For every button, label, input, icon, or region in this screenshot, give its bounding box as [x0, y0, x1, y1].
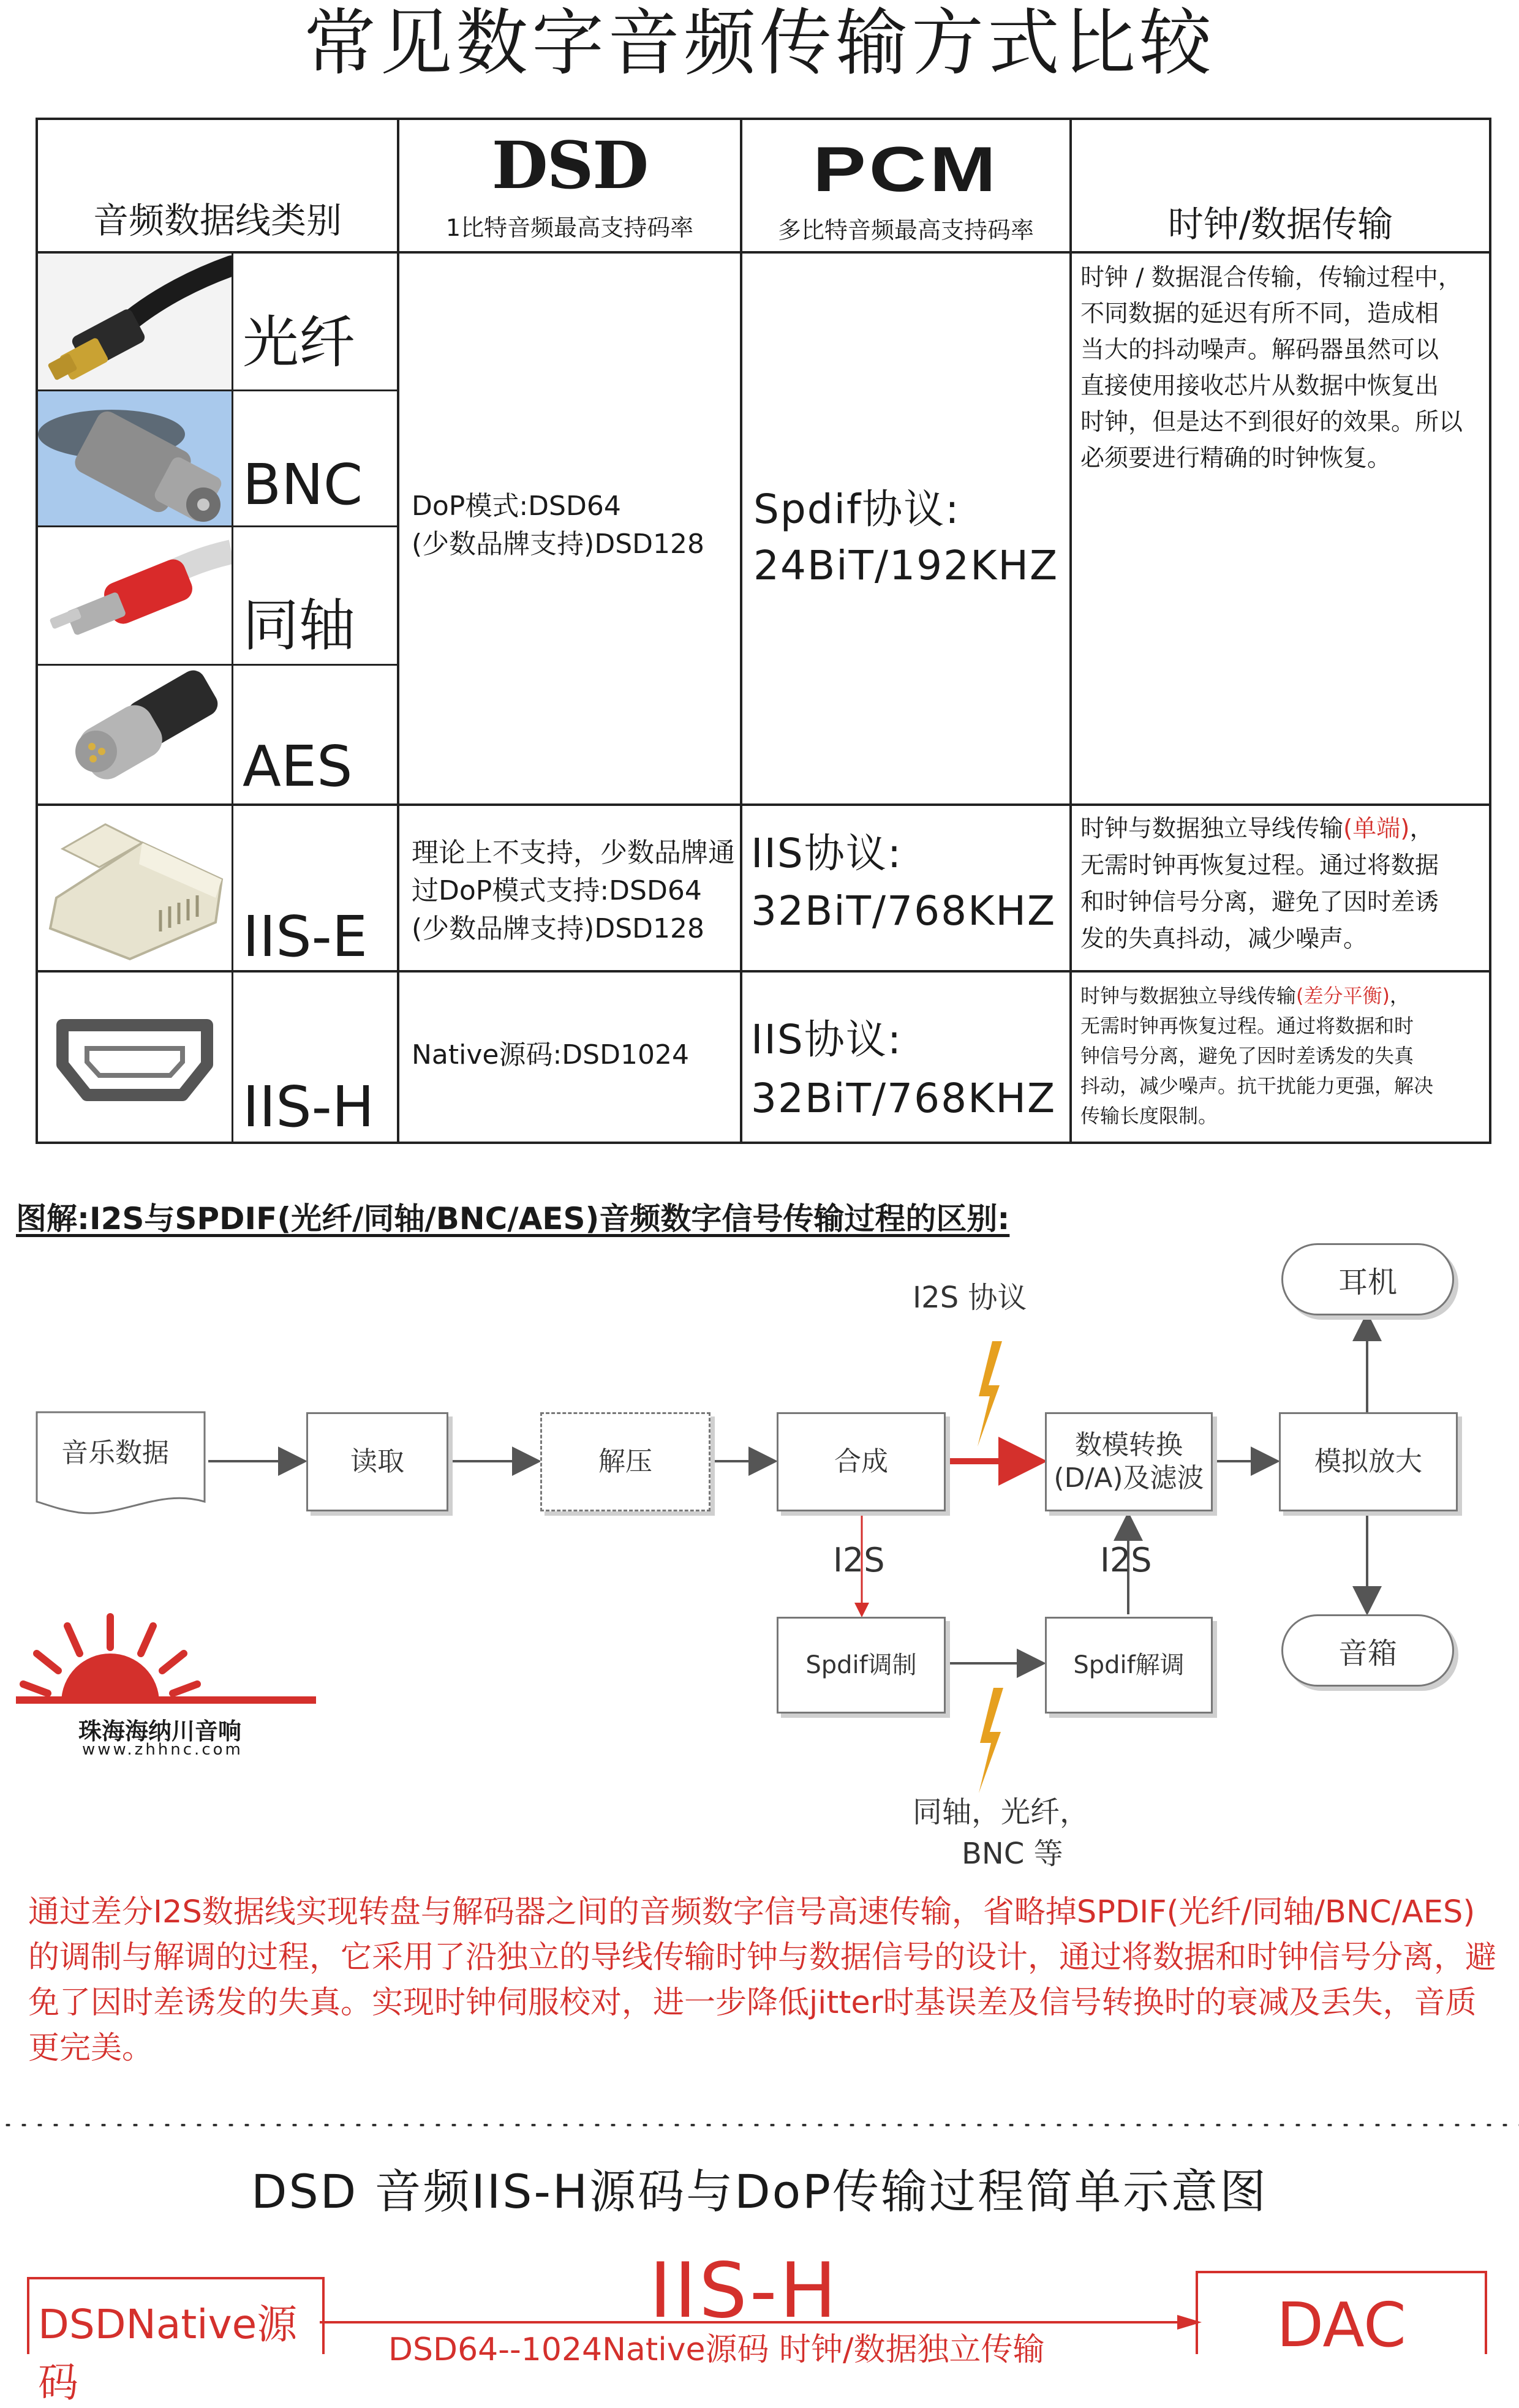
iise-connector-image: [38, 806, 232, 970]
spdif-clock-line2: 不同数据的延迟有所不同，造成相: [1080, 300, 1439, 328]
diagram-heading: 图解:I2S与SPDIF(光纤/同轴/BNC/AES)音频数字信号传输过程的区别:: [16, 1201, 1010, 1236]
iish-pcm-line2: 32BiT/768KHZ: [751, 1075, 1057, 1122]
bnc-etc-label: BNC 等: [962, 1837, 1063, 1871]
dac-label: DAC: [1276, 2289, 1406, 2361]
iise-clock-line4: 发的失真抖动，减少噪声。: [1080, 925, 1368, 953]
iish-link-label: IIS-H: [649, 2247, 839, 2335]
dop-section-title: DSD 音频IIS-H源码与DoP传输过程简单示意图: [251, 2164, 1268, 2219]
iish-dsd-line1: Native源码:DSD1024: [412, 1039, 689, 1070]
dotted-divider: [0, 2124, 1519, 2126]
optical-cable-image: [38, 254, 232, 389]
spdif-modulation-box: Spdif调制: [777, 1617, 946, 1714]
dsd-native-source-box: [27, 2277, 325, 2406]
spdif-demodulation-box: Spdif解调: [1045, 1617, 1213, 1714]
header-pcm-sub: 多比特音频最高支持码率: [777, 217, 1034, 244]
dac-line2: (D/A)及滤波: [1054, 1462, 1204, 1494]
i2s-protocol-label: I2S 协议: [913, 1281, 1027, 1315]
iise-dsd-line2: 过DoP模式支持:DSD64: [412, 875, 702, 906]
iise-pcm-line2: 32BiT/768KHZ: [751, 887, 1057, 935]
synthesize-box: 合成: [777, 1412, 946, 1511]
brand-url: www.zhhnc.com: [82, 1740, 243, 1759]
coax-cable-image: [38, 527, 232, 664]
iish-clock-line1: 时钟与数据独立导线传输(差分平衡)，: [1080, 984, 1410, 1007]
bnc-connector-image: [38, 391, 232, 525]
cable-optical-label: 光纤: [243, 310, 356, 375]
cable-iish-label: IIS-H: [243, 1074, 375, 1140]
iish-clock-line4: 抖动，减少噪声。抗干扰能力更强，解决: [1080, 1074, 1434, 1097]
iish-clock-line3: 钟信号分离，避免了因时差诱发的失真: [1080, 1044, 1414, 1067]
speaker-pill: 音箱: [1281, 1614, 1454, 1687]
iise-pcm-line1: IIS协议:: [751, 830, 903, 877]
decompress-box: 解压: [540, 1412, 710, 1511]
spdif-clock-line5: 时钟，但是达不到很好的效果。所以: [1080, 408, 1463, 436]
cable-aes-label: AES: [243, 734, 353, 799]
page-title: 常见数字音频传输方式比较: [303, 1, 1215, 85]
aes-connector-image: [38, 666, 232, 803]
dac-filter-box: [1045, 1412, 1213, 1511]
spdif-clock-line3: 当大的抖动噪声。解码器虽然可以: [1080, 336, 1439, 364]
pcm-logo: PCM: [813, 134, 999, 205]
cable-iise-label: IIS-E: [243, 904, 368, 969]
iise-clock-line1: 时钟与数据独立导线传输(单端)，: [1080, 815, 1434, 843]
brand-name: 珠海海纳川音响: [78, 1718, 242, 1745]
iise-clock-line2: 无需时钟再恢复过程。通过将数据: [1080, 852, 1439, 879]
header-cable-type: 音频数据线类别: [92, 200, 342, 241]
iish-pcm-line1: IIS协议:: [751, 1016, 903, 1063]
iish-clock-line2: 无需时钟再恢复过程。通过将数据和时: [1080, 1014, 1414, 1037]
iise-dsd-line3: (少数品牌支持)DSD128: [412, 913, 705, 944]
lightning-spdif-icon: [979, 1688, 1003, 1793]
iise-dsd-line1: 理论上不支持，少数品牌通: [412, 837, 735, 868]
brand-logo-icon: [16, 1617, 316, 1704]
iish-hdmi-icon: [38, 973, 232, 1142]
dac-line1: 数模转换: [1075, 1429, 1183, 1461]
spdif-clock-line6: 必须要进行精确的时钟恢复。: [1080, 445, 1392, 472]
spdif-pcm-line2: 24BiT/192KHZ: [753, 542, 1059, 589]
spdif-dsd-line2: (少数品牌支持)DSD128: [412, 529, 705, 560]
cable-bnc-label: BNC: [243, 452, 363, 517]
i2s-right-label: I2S: [1100, 1541, 1152, 1579]
cable-coax-label: 同轴: [243, 593, 356, 658]
read-box: 读取: [306, 1412, 448, 1511]
spdif-clock-line4: 直接使用接收芯片从数据中恢复出: [1080, 372, 1439, 400]
spdif-pcm-line1: Spdif协议:: [753, 486, 960, 533]
earphone-pill: 耳机: [1281, 1243, 1454, 1315]
i2s-left-label: I2S: [833, 1541, 885, 1579]
header-dsd-sub: 1比特音频最高支持码率: [445, 214, 694, 241]
iish-clock-line5: 传输长度限制。: [1080, 1104, 1218, 1127]
header-clock: 时钟/数据传输: [1167, 203, 1393, 245]
spdif-dsd-line1: DoP模式:DSD64: [412, 491, 621, 522]
spdif-clock-line1: 时钟 / 数据混合传输，传输过程中，: [1080, 264, 1462, 292]
iish-link-desc: DSD64--1024Native源码 时钟/数据独立传输: [388, 2331, 1045, 2368]
dac-box: [1196, 2271, 1487, 2361]
music-data-label: 音乐数据: [61, 1437, 169, 1469]
coax-optical-label: 同轴，光纤，: [913, 1795, 1090, 1829]
iise-clock-line3: 和时钟信号分离，避免了因时差诱: [1080, 889, 1439, 916]
signal-flow-diagram: [0, 1225, 1519, 1874]
comparison-table: [36, 118, 1491, 1144]
i2s-explanation-paragraph: 通过差分I2S数据线实现转盘与解码器之间的音频数字信号高速传输，省略掉SPDIF(光纤/同轴/BNC/AES)的调制与解调的过程，它采用了沿独立的导线传输时钟与数据信号的设计，通过将数据和时钟信号分离，避免了因时差诱发的失真。实现时钟伺服校对，进一步降低jitter时基误差及信号转换时的衰减及丢失，音质更完美。: [28, 1894, 1497, 2066]
analog-amp-box: 模拟放大: [1279, 1412, 1458, 1511]
dsd-logo: DSD: [491, 127, 648, 203]
lightning-i2s-icon: [978, 1341, 1002, 1447]
dsd-native-source-label: DSDNative源码: [38, 2301, 298, 2406]
